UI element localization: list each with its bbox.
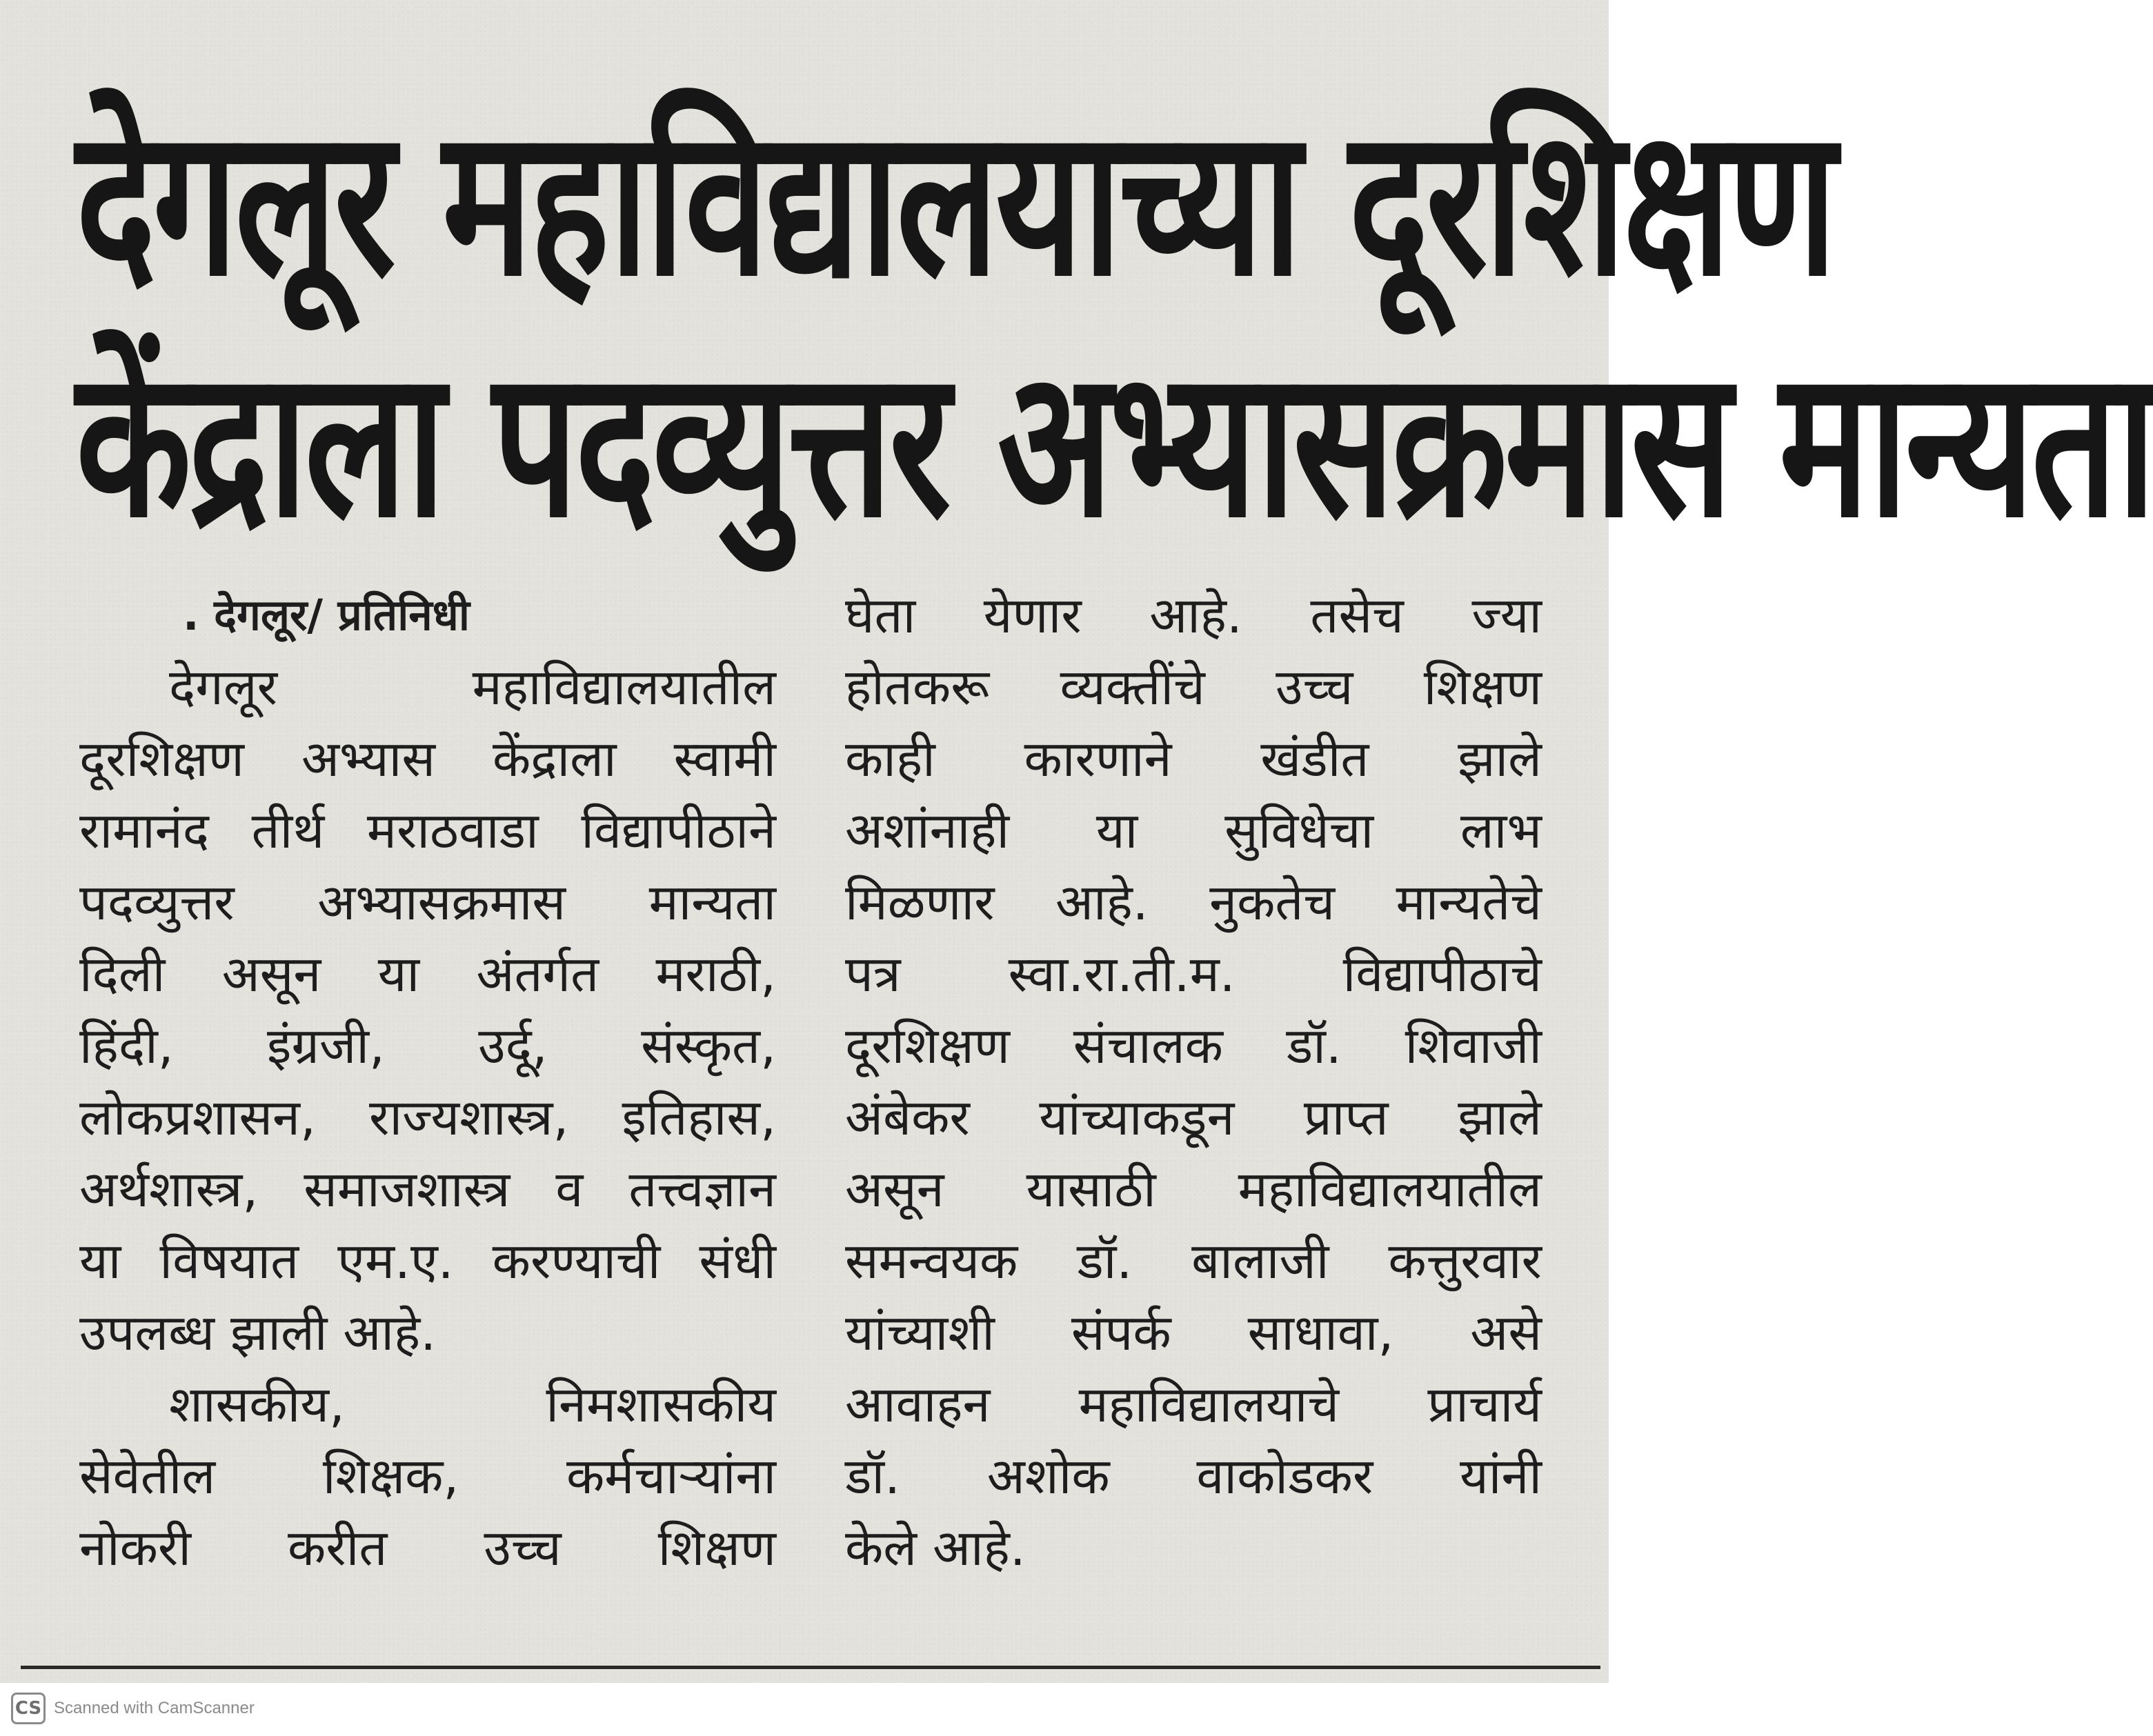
article-line: यांच्याशी संपर्क साधावा, असे [845,1304,1542,1361]
article-line: काही कारणाने खंडीत झाले [845,730,1542,788]
bottom-rule [21,1666,1600,1669]
scanner-footer [0,1683,1609,1736]
headline-line-1: देगलूर महाविद्यालयाच्या दूरशिक्षण [76,86,1834,321]
scanner-watermark-text: Scanned with CamScanner [54,1699,255,1717]
article-line: या विषयात एम.ए. करण्याची संधी [79,1232,776,1290]
article-line: लोकप्रशासन, राज्यशास्त्र, इतिहास, [79,1088,776,1146]
article-line: डॉ. अशोक वाकोडकर यांनी [845,1447,1542,1505]
article-left-column [79,579,776,1584]
camscanner-logo-icon: CS [11,1693,46,1724]
article-line: मिळणार आहे. नुकतेच मान्यतेचे [845,873,1542,931]
headline-line-2: केंद्राला पदव्युत्तर अभ्यासक्रमास मान्यता [76,327,2153,563]
article-line: दिली असून या अंतर्गत मराठी, [79,945,776,1003]
article-line: नोकरी करीत उच्च शिक्षण [79,1519,776,1577]
article-line: उपलब्ध झाली आहे. [79,1304,437,1361]
article-line: दूरशिक्षण संचालक डॉ. शिवाजी [845,1017,1542,1075]
article-line: पदव्युत्तर अभ्यासक्रमास मान्यता [79,873,776,931]
article-line: अशांनाही या सुविधेचा लाभ [845,801,1542,859]
article-right-column [845,579,1542,1584]
article-line: असून यासाठी महाविद्यालयातील [845,1160,1542,1218]
article-line: देगलूर महाविद्यालयातील [169,658,776,716]
article-line: शासकीय, निमशासकीय [169,1375,776,1433]
article-line: हिंदी, इंग्रजी, उर्दू, संस्कृत, [79,1017,776,1075]
article-line: होतकरू व्यक्तींचे उच्च शिक्षण [845,658,1542,716]
article-line: समन्वयक डॉ. बालाजी कत्तुरवार [845,1232,1542,1290]
article-line: पत्र स्वा.रा.ती.म. विद्यापीठाचे [845,945,1542,1003]
article-line: रामानंद तीर्थ मराठवाडा विद्यापीठाने [79,801,776,859]
dateline: . देगलूर/ प्रतिनिधी [183,590,470,640]
article-line: केले आहे. [845,1519,1026,1577]
article-line: घेता येणार आहे. तसेच ज्या [845,586,1542,644]
article-line: सेवेतील शिक्षक, कर्मचाऱ्यांना [79,1447,776,1505]
article-line: अर्थशास्त्र, समाजशास्त्र व तत्त्वज्ञान [79,1160,776,1218]
article-line: अंबेकर यांच्याकडून प्राप्त झाले [845,1088,1542,1146]
article-line: दूरशिक्षण अभ्यास केंद्राला स्वामी [79,730,776,788]
article-line: आवाहन महाविद्यालयाचे प्राचार्य [845,1375,1542,1433]
